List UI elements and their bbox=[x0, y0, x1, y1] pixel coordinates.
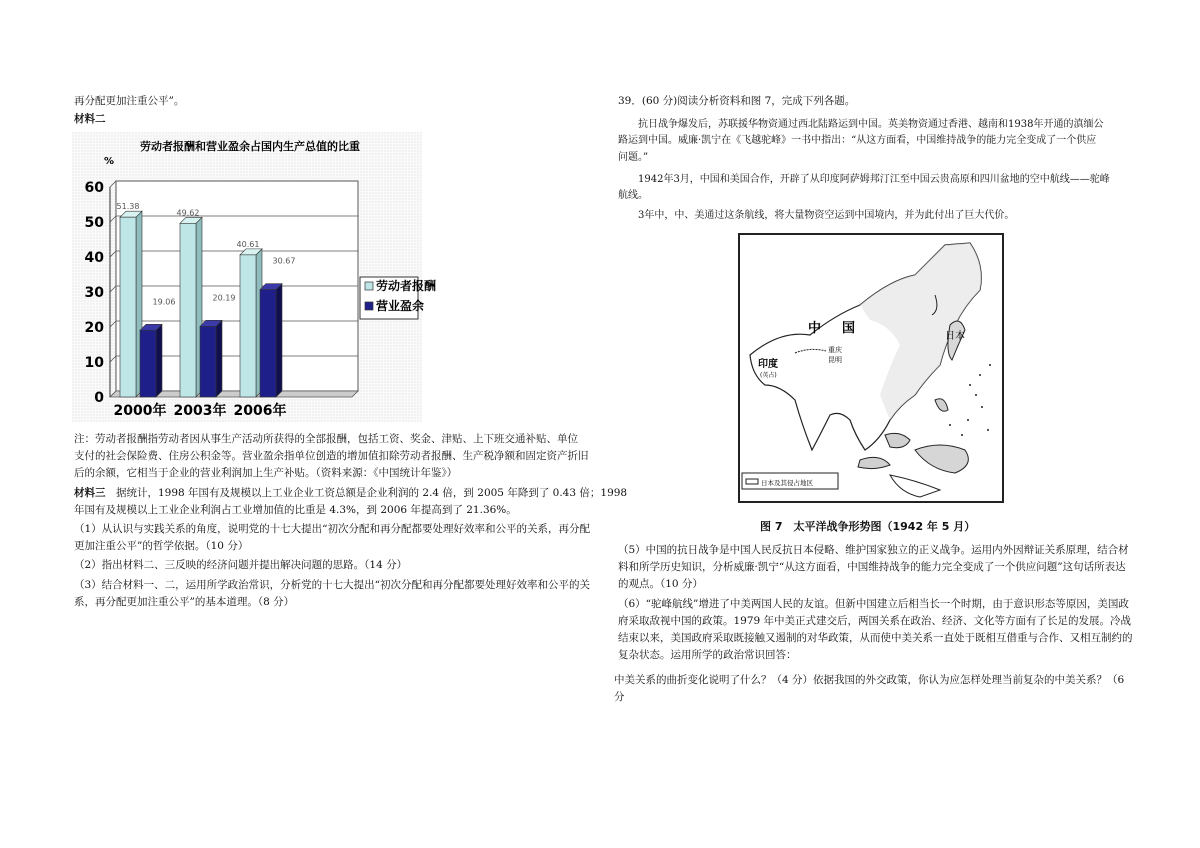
text-line: 3年中，中、美通过这条航线，将大量物资空运到中国境内，并为此付出了巨大代价。 bbox=[638, 210, 1015, 221]
map-label-chongqing: 重庆 bbox=[828, 346, 842, 354]
bar bbox=[120, 217, 136, 397]
question-line: 复杂状态。运用所学的政治常识回答： bbox=[618, 649, 797, 661]
question-line: 结束以来，美国政府采取既接触又遏制的对华政策，从而使中美关系一直处于既相互借重与合作、又相互制约的 bbox=[618, 632, 1133, 644]
note-line: 后的余额，它相当于企业的营业利润加上生产补贴。（资料来源：《中国统计年鉴》） bbox=[74, 467, 458, 479]
map-label-china: 中 bbox=[808, 321, 822, 336]
map-svg bbox=[740, 235, 1002, 501]
question-line: 料和所学历史知识，分析威廉·凯宁“从这方面看，中国维持战争的能力完全变成了一个供应问题”这句话所表达 bbox=[618, 561, 1126, 573]
text-line: 路运到中国。威廉·凯宁在《飞越驼峰》一书中指出：“从这方面看，中国维持战争的能力完全变成了一个供应 bbox=[618, 135, 1097, 146]
note-line: 注：劳动者报酬指劳动者因从事生产活动所获得的全部报酬，包括工资、奖金、津贴、上下班交通补贴、单位 bbox=[74, 433, 578, 445]
map-label-japan: 日本 bbox=[945, 331, 965, 342]
bar bbox=[140, 330, 156, 397]
bar-side bbox=[156, 324, 162, 397]
text-line: 再分配更加注重公平”。 bbox=[74, 95, 185, 107]
data-label: 51.38 bbox=[116, 202, 140, 212]
y-tick-label: 40 bbox=[84, 250, 104, 266]
text-line: 1942年3月，中国和美国合作，开辟了从印度阿萨姆邦汀江至中国云贵高原和四川盆地的空中航线——驼峰 bbox=[638, 174, 1110, 185]
map-label-kunming: 昆明 bbox=[828, 356, 842, 364]
bar-chart bbox=[72, 132, 437, 422]
y-tick-label: 60 bbox=[84, 180, 104, 196]
figure-caption: 图 7 太平洋战争形势图（1942 年 5 月） bbox=[760, 520, 976, 533]
legend-swatch bbox=[746, 479, 758, 484]
question-line: （3）结合材料一、二，运用所学政治常识，分析党的十七大提出“初次分配和再分配都要处理好效率和公平的关 bbox=[74, 579, 591, 591]
bar bbox=[260, 290, 276, 397]
note-line: 支付的社会保险费、住房公积金等。营业盈余指单位创造的增加值扣除劳动者报酬、生产税净额和固定资产折旧 bbox=[74, 450, 589, 462]
map-legend-label: 日本及其侵占地区 bbox=[761, 479, 813, 487]
question-line: （5）中国的抗日战争是中国人民反抗日本侵略、维护国家独立的正义战争。运用内外因辩证关系原理，结合材 bbox=[618, 544, 1129, 556]
legend-label: 营业盈余 bbox=[376, 299, 425, 313]
data-label: 19.06 bbox=[152, 297, 176, 307]
data-label: 40.61 bbox=[236, 239, 260, 249]
legend-swatch bbox=[365, 302, 373, 310]
question-line: 更加注重公平”的哲学依据。（10 分） bbox=[74, 540, 249, 552]
x-tick-label: 2003年 bbox=[173, 403, 227, 419]
data-label: 30.67 bbox=[272, 256, 296, 266]
chart-svg bbox=[72, 132, 437, 422]
data-label: 49.62 bbox=[176, 208, 200, 218]
pacific-war-map bbox=[738, 233, 1004, 503]
text-line: 年国有及规模以上工业企业利润占工业增加值的比重是 4.3%，到 2006 年提高到了 21.36%。 bbox=[74, 504, 517, 516]
y-tick-label: 0 bbox=[94, 390, 104, 406]
bar bbox=[240, 255, 256, 397]
chart-title: 劳动者报酬和营业盈余占国内生产总值的比重 bbox=[140, 140, 360, 153]
question-line: 的观点。（10 分） bbox=[618, 578, 703, 590]
bar-side bbox=[276, 284, 282, 397]
text-line: 问题。” bbox=[618, 152, 649, 163]
question-line: 系，再分配更加注重公平”的基本道理。（8 分） bbox=[74, 596, 295, 608]
question-line: 分 bbox=[614, 691, 625, 703]
data-label: 20.19 bbox=[212, 293, 236, 303]
map-label-india-sub: (英占) bbox=[760, 372, 777, 379]
x-tick-label: 2000年 bbox=[113, 403, 167, 419]
question-heading: 39．(60 分)阅读分析资料和图 7，完成下列各题。 bbox=[618, 95, 856, 107]
y-tick-label: 30 bbox=[84, 285, 104, 301]
question-line: 中美关系的曲折变化说明了什么？（4 分）依据我国的外交政策，你认为应怎样处理当前复杂的中美关系？（6 bbox=[614, 674, 1125, 686]
map-label-china: 国 bbox=[842, 321, 856, 336]
material-label: 材料三 bbox=[74, 487, 106, 499]
legend-label: 劳动者报酬 bbox=[376, 279, 437, 293]
text-line: 抗日战争爆发后，苏联援华物资通过西北陆路运到中国。英美物资通过香港、越南和1938年开通的滇缅公 bbox=[638, 119, 1104, 130]
text-line: 航线。 bbox=[618, 190, 648, 201]
y-axis-unit: % bbox=[104, 156, 115, 167]
y-tick-label: 10 bbox=[84, 355, 104, 371]
question-line: （1）从认识与实践关系的角度，说明党的十七大提出“初次分配和再分配都要处理好效率和公平的关系，再分配 bbox=[74, 523, 591, 535]
map-label-india: 印度 bbox=[758, 359, 778, 370]
x-tick-label: 2006年 bbox=[233, 403, 287, 419]
bar bbox=[180, 223, 196, 397]
legend-swatch bbox=[365, 282, 373, 290]
question-line: 府采取敌视中国的政策。1979 年中美正式建交后，两国关系在政治、经济、文化等方面有了长足的发展。冷战 bbox=[618, 615, 1132, 627]
text-line: 据统计，1998 年国有及规模以上工业企业工资总额是企业利润的 2.4 倍，到 2005 年降到了 0.43 倍；1998 bbox=[116, 487, 628, 499]
material-label: 材料二 bbox=[74, 113, 106, 125]
y-tick-label: 50 bbox=[84, 215, 104, 231]
bar-side bbox=[216, 320, 222, 397]
bar bbox=[200, 326, 216, 397]
question-line: （6）“驼峰航线”增进了中美两国人民的友谊。但新中国建立后相当长一个时期，由于意识形态等原因，美国政 bbox=[618, 598, 1129, 610]
y-tick-label: 20 bbox=[84, 320, 104, 336]
question-line: （2）指出材料二、三反映的经济问题并提出解决问题的思路。（14 分） bbox=[74, 559, 408, 571]
